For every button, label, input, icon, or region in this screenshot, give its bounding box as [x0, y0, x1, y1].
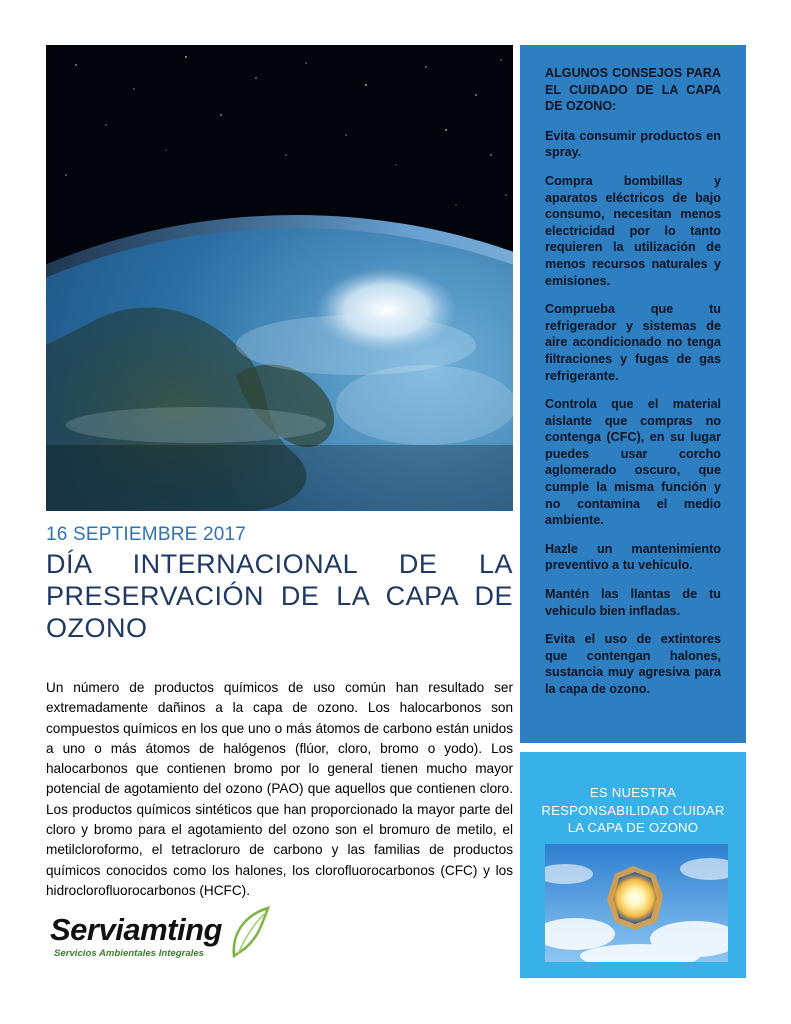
tip-item: Controla que el material aislante que compras no contenga (CFC), en su lugar puedes usar corcho aglomerado oscuro, que cumple la misma función y no contamina el medio ambiente.	[545, 397, 721, 528]
tip-item: Hazle un mantenimiento preventivo a tu vehiculo.	[545, 541, 721, 573]
callout-text: ES NUESTRA RESPONSABILIDAD CUIDAR LA CAPA DE OZONO	[541, 785, 725, 836]
page-title: DÍA INTERNACIONAL DE LA PRESERVACIÓN DE LA CAPA DE OZONO	[46, 549, 513, 643]
responsibility-callout	[520, 752, 746, 978]
article-body: Un número de productos químicos de uso común han resultado ser extremadamente dañinos a la capa de ozono. Los halocarbonos son compuestos químicos en los que uno o más átomos de carbono están unidos a uno o más átomos de halógenos (flúor, cloro, bromo o yodo). Los halocarbonos que contienen bromo por lo general tienen mucho mayor potencial de agotamiento del ozono (PAO) que aquellos que contienen cloro. Los productos químicos sintéticos que han proporcionado la mayor parte del cloro y bromo para el agotamiento del ozono son el bromuro de metilo, el metilcloroformo, el tetracloruro de carbono y las familias de productos químicos conocidos como los halones, los clorofluorocarbonos (CFC) y los hidroclorofluorocarbonos (HCFC).	[46, 680, 513, 898]
logo-tagline: Servicios Ambientales Integrales	[54, 948, 205, 959]
tips-sidebar	[520, 45, 746, 743]
tips-list	[545, 65, 721, 710]
tip-item: Compra bombillas y aparatos eléctricos de bajo consumo, necesitan menos electricidad por lo tanto requieren la utilización de menos recursos naturales y emisiones.	[545, 173, 721, 288]
sun-sky-image	[545, 844, 728, 962]
tip-item: Evita consumir productos en spray.	[545, 128, 721, 160]
tips-heading: ALGUNOS CONSEJOS PARA EL CUIDADO DE LA CAPA DE OZONO:	[545, 66, 721, 114]
event-date: 16 SEPTIEMBRE 2017	[46, 524, 247, 545]
logo-name: Serviamting	[50, 912, 222, 947]
leaf-icon	[228, 906, 272, 958]
earth-from-space-image	[46, 45, 513, 511]
tip-item: Comprueba que tu refrigerador y sistemas de aire acondicionado no tenga filtraciones y fugas de gas refrigerante.	[545, 302, 721, 383]
company-logo	[50, 906, 280, 964]
tip-item: Evita el uso de extintores que contengan halones, sustancia muy agresiva para la capa de ozono.	[545, 632, 721, 696]
tip-item: Mantén las llantas de tu vehiculo bien infladas.	[545, 587, 721, 618]
